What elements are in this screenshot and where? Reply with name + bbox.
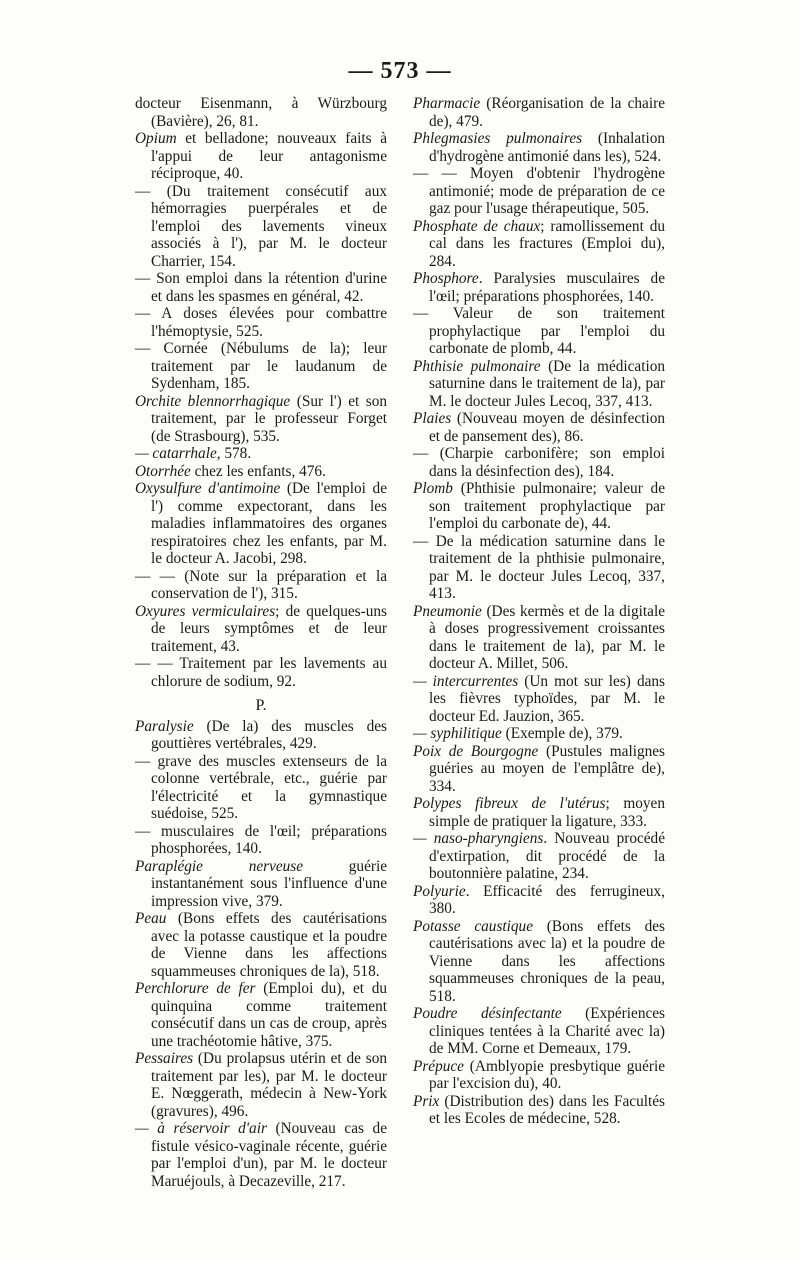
index-entry (135, 130, 387, 183)
entry-text: — grave des muscles extenseurs de la colonne vertébrale, etc., guérie par l'électricité et la gymnastique suédoise, 525. (135, 752, 387, 822)
entry-term: Oxysulfure d'antimoine (135, 480, 281, 497)
index-entry (135, 858, 387, 911)
page-number: — 573 — (348, 58, 452, 84)
index-entry (135, 655, 387, 690)
index-entry (413, 130, 665, 165)
entry-text: , 578. (216, 445, 252, 462)
index-entry (413, 795, 665, 830)
entry-text: — musculaires de l'œil; préparations phosphorées, 140. (135, 822, 387, 857)
index-entry (413, 1005, 665, 1058)
entry-term: Polyurie (413, 882, 466, 900)
entry-term: Poudre désinfectante (413, 1005, 562, 1022)
entry-text: — Valeur de son traitement prophylactique par l'emploi du carbonate de plomb, 44. (413, 305, 665, 357)
entry-text: (Nouveau moyen de désinfection et de pansement des), 86. (429, 410, 665, 445)
entry-term: Prépuce (413, 1057, 464, 1075)
index-entry (413, 165, 665, 218)
entry-term: Otorrhée (135, 462, 191, 480)
index-entry (135, 1050, 387, 1120)
entry-term: Paraplégie nerveuse (135, 857, 304, 875)
entry-text: (Distribution des) dans les Facultés et les Ecoles de médecine, 528. (429, 1092, 665, 1127)
entry-term: — intercurrentes (413, 672, 519, 690)
entry-term: Phthisie pulmonaire (413, 357, 541, 375)
index-entry (135, 463, 387, 481)
index-entry (135, 603, 387, 656)
entry-term: Opium (135, 130, 177, 147)
entry-text: — (Du traitement consécutif aux hémorragies puerpérales et de l'emploi des lavements vineux associés à l'), par M. le docteur Charrier, 154. (135, 182, 387, 270)
entry-text: (Un mot sur les) dans les fièvres typhoïdes, par M. le docteur Ed. Jauzion, 365. (429, 672, 665, 725)
left-entries-before (135, 95, 387, 690)
right-entries (413, 95, 665, 1128)
entry-text: — (Charpie carbonifère; son emploi dans la désinfection des), 184. (413, 445, 665, 480)
index-entry (135, 393, 387, 446)
index-entry (413, 445, 665, 480)
entry-text: docteur Eisenmann, à Würzbourg (Bavière), 26, 81. (135, 95, 387, 130)
left-entries-after (135, 718, 387, 1191)
entry-text: . Paralysies musculaires de l'œil; préparations phosphorées, 140. (429, 270, 665, 305)
entry-term: Prix (413, 1092, 440, 1110)
index-entry (413, 270, 665, 305)
entry-term: Pharmacie (413, 95, 481, 112)
entry-text: (De la) des muscles des gouttières vertébrales, 429. (151, 717, 387, 752)
index-entry (413, 533, 665, 603)
entry-term: Polypes fibreux de l'utérus (413, 795, 606, 812)
index-entry (135, 270, 387, 305)
entry-text: (De l'emploi de l') comme expectorant, dans les maladies inflammatoires des organes respiratoires chez les enfants, par M. le docteur A. Jacobi, 298. (151, 480, 387, 567)
entry-term: Perchlorure de fer (135, 980, 256, 997)
index-entry (413, 725, 665, 743)
entry-term: — syphilitique (413, 725, 502, 742)
entry-text: chez les enfants, 476. (190, 462, 326, 480)
entry-text: ; moyen simple de pratiquer la ligature, 333. (429, 795, 666, 830)
index-entry (413, 918, 665, 1006)
entry-term: Pneumonie (413, 602, 482, 620)
entry-text: (Pustules malignes guéries au moyen de l'emplâtre de), 334. (429, 742, 665, 795)
entry-term: Plomb (413, 480, 453, 497)
index-entry (413, 830, 665, 883)
entry-text: ; de quelques-uns de leurs symptômes et de leur traitement, 43. (151, 602, 387, 655)
entry-term: Oxyures vermiculaires (135, 602, 276, 620)
index-entry (413, 410, 665, 445)
entry-term: Orchite blennorrhagique (135, 392, 291, 410)
index-entry (413, 480, 665, 533)
entry-text: (Nouveau cas de fistule vésico-vaginale récente, guérie par l'emploi d'un), par M. le docteur Maruéjouls, à Decazeville, 217. (151, 1120, 387, 1190)
index-entry (135, 718, 387, 753)
entry-text: (Réorganisation de la chaire de), 479. (429, 95, 665, 130)
index-entry (413, 743, 665, 796)
entry-text: (Du prolapsus utérin et de son traitement par les), par M. le docteur E. Nœggerath, médecin à New-York (gravures), 496. (151, 1050, 387, 1120)
section-letter: P. (255, 697, 267, 714)
entry-term: Phosphore (413, 270, 479, 287)
entry-text: (Bons effets des cautérisations avec la) et la poudre de Vienne dans les affections squammeuses chroniques de la peau, 518. (429, 917, 665, 1005)
entry-text: (Sur l') et son traitement, par le professeur Forget (de Strasbourg), 535. (151, 392, 387, 445)
entry-text: (Exemple de), 379. (501, 725, 623, 742)
index-entry (135, 340, 387, 393)
index-entry (135, 753, 387, 823)
entry-text: . Nouveau procédé d'extirpation, dit procédé de la boutonnière palatine, 234. (429, 830, 665, 882)
index-entry (135, 1120, 387, 1190)
index-entry (413, 1058, 665, 1093)
index-entry (135, 480, 387, 568)
entry-text: (Emploi du), et du quinquina comme traitement consécutif dans un cas de croup, après une trachéotomie hâtive, 375. (151, 980, 387, 1050)
entry-text: (De la médication saturnine dans le traitement de la), par M. le docteur Jules Lecoq, 337, 413. (429, 357, 666, 410)
index-entry (413, 1093, 665, 1128)
index-entry (135, 568, 387, 603)
index-entry (135, 305, 387, 340)
entry-term: Potasse caustique (413, 917, 533, 935)
index-entry (135, 445, 387, 463)
index-entry (135, 183, 387, 271)
entry-term: Phlegmasies pulmonaires (413, 130, 583, 147)
entry-text: (Phthisie pulmonaire; valeur de son traitement prophylactique par l'emploi du carbonate de), 44. (429, 480, 665, 532)
index-entry (135, 910, 387, 980)
entry-text: — — Moyen d'obtenir l'hydrogène antimonié; mode de préparation de ce gaz pour l'usage thérapeutique, 505. (413, 165, 665, 217)
index-entry (413, 603, 665, 673)
entry-text: — Cornée (Nébulums de la); leur traitement par le laudanum de Sydenham, 185. (135, 340, 387, 392)
entry-text: — Son emploi dans la rétention d'urine et dans les spasmes en général, 42. (135, 270, 387, 305)
entry-text: — — (Note sur la préparation et la conservation de l'), 315. (135, 567, 387, 602)
entry-term: Paralysie (135, 717, 194, 735)
index-entry (413, 218, 665, 271)
left-column (135, 95, 387, 1190)
index-entry (135, 980, 387, 1050)
entry-text: — — Traitement par les lavements au chlorure de sodium, 92. (135, 655, 387, 690)
index-entry (135, 95, 387, 130)
index-entry (413, 673, 665, 726)
entry-term: Poix de Bourgogne (413, 742, 539, 760)
entry-text: — A doses élevées pour combattre l'hémoptysie, 525. (135, 305, 387, 340)
entry-term: Plaies (413, 410, 452, 427)
entry-text: (Bons effets des cautérisations avec la potasse caustique et la poudre de Vienne dans les affections squammeuses chroniques de la), 518. (151, 910, 387, 980)
entry-text: et belladone; nouveaux faits à l'appui de leur antagonisme réciproque, 40. (151, 130, 387, 182)
entry-text: (Expériences cliniques tentées à la Charité avec la) de MM. Corne et Demeaux, 179. (429, 1005, 665, 1057)
index-entry (413, 883, 665, 918)
entry-term: — à réservoir d'air (135, 1120, 267, 1137)
index-entry (413, 358, 665, 411)
entry-text: (Inhalation d'hydrogène antimonié dans les), 524. (429, 130, 665, 165)
entry-term: — naso-pharyngiens (413, 830, 544, 847)
entry-text: ; ramollissement du cal dans les fractures (Emploi du), 284. (429, 217, 665, 270)
entry-text: (Amblyopie presbytique guérie par l'excision du), 40. (429, 1057, 665, 1092)
entry-text: (Des kermès et de la digitale à doses progressivement croissantes dans le traitement de la), par M. le docteur A. Millet, 506. (429, 602, 665, 672)
entry-text: guérie instantanément sous l'influence d'une impression vive, 379. (151, 857, 388, 910)
entry-term: Phosphate de chaux (413, 217, 541, 235)
entry-term: — catarrhale (135, 445, 217, 462)
index-entry (413, 305, 665, 358)
index-entry (413, 95, 665, 130)
entry-term: Peau (135, 910, 167, 927)
index-entry (135, 823, 387, 858)
entry-term: Pessaires (135, 1050, 194, 1067)
right-column (413, 95, 665, 1128)
entry-text: . Efficacité des ferrugineux, 380. (429, 882, 665, 917)
entry-text: — De la médication saturnine dans le traitement de la phthisie pulmonaire, par M. le docteur Jules Lecoq, 337, 413. (413, 532, 665, 602)
